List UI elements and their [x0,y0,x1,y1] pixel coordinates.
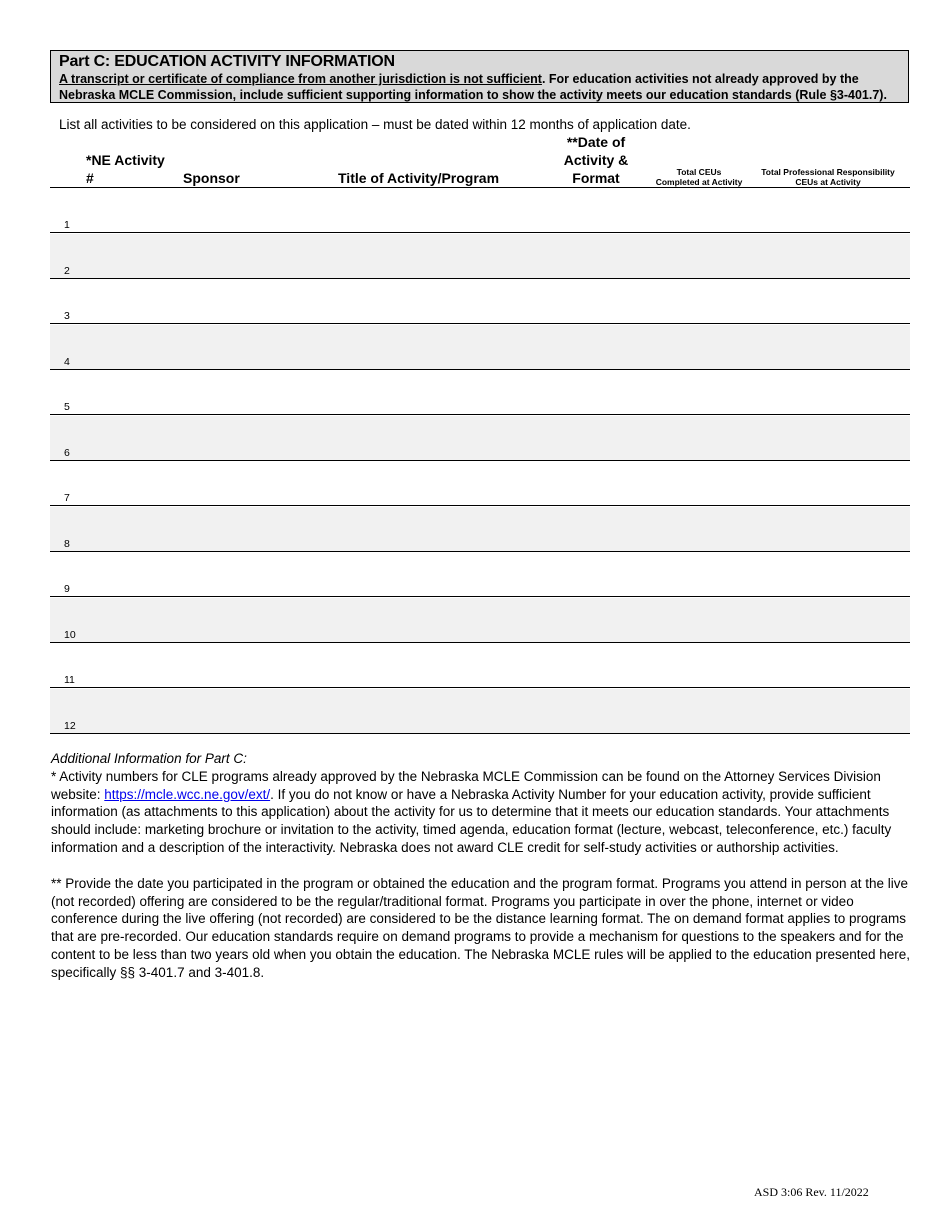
row-number: 6 [64,446,70,459]
form-revision: ASD 3:06 Rev. 11/2022 [754,1185,869,1199]
note-underlined: A transcript or certificate of compliance from another jurisdiction is not sufficient [59,72,542,86]
row-number: 5 [64,401,70,413]
section-note [59,71,900,103]
table-row[interactable] [50,461,910,506]
additional-paragraph-2: ** Provide the date you participated in the program or obtained the education and the program format. Programs you attend in person at the live (not recorded) offering are considered to be the regular/traditional format. Programs you participate in over the phone, internet or video conference during the live offering (not recorded) are considered to be the distance learning format. The on demand format applies to programs that are pre-recorded. Our education standards require on demand programs to provide a mechanism for questions to the speakers and for the content to be less than two years old when you obtain the education. The Nebraska MCLE rules will be applied to the education presented here, specifically §§ 3-401.7 and 3-401.8. [51,875,911,980]
section-title: Part C: EDUCATION ACTIVITY INFORMATION [59,53,395,70]
note-rest: . For education activities not already approved by the Nebraska MCLE Commission, include sufficient supporting information to show the activity meets our education standards (Rule §3-401.7). [59,72,887,102]
col-date-format: **Date of Activity & Format [563,134,629,186]
table-row[interactable] [50,552,910,597]
instruction-text: List all activities to be considered on this application – must be dated within 12 months of application date. [59,117,691,132]
col-total-ceus: Total CEUs Completed at Activity [655,167,743,187]
table-row[interactable] [50,643,910,688]
additional-info [51,750,919,982]
col-activity-number: *NE Activity # [86,152,165,186]
row-number: 11 [64,674,75,686]
table-row[interactable] [50,416,910,461]
table-row[interactable] [50,507,910,552]
row-number: 8 [64,537,70,550]
table-row[interactable] [50,370,910,415]
row-number: 9 [64,583,70,595]
row-number: 3 [64,310,70,322]
table-row[interactable] [50,279,910,324]
col-sponsor: Sponsor [183,170,240,186]
additional-paragraph-1: * Activity numbers for CLE programs already approved by the Nebraska MCLE Commission can be found on the Attorney Services Division website: https://mcle.wcc.ne.gov/ext/. If you do not know or have a Nebraska Activity Number for your education activity, provide sufficient information (as attachments to this application) about the activity for us to determine that it meets our education standards. Your attachments should include: marketing brochure or invitation to the activity, timed agenda, education format (lecture, webcast, teleconference, etc.) faculty information and a description of the interactivity. Nebraska does not award CLE credit for self-study activities or authorship activities. [51,768,892,855]
col-pr-ceus: Total Professional Responsibility CEUs at Activity [761,167,895,187]
row-number: 1 [64,219,70,231]
row-number: 12 [64,719,76,732]
table-row[interactable] [50,188,910,233]
row-number: 4 [64,355,70,368]
col-title: Title of Activity/Program [338,170,500,186]
table-row[interactable] [50,234,910,279]
table-row[interactable] [50,689,910,734]
table-row[interactable] [50,325,910,370]
part-c-header [50,50,909,103]
mcle-link[interactable]: https://mcle.wcc.ne.gov/ext/ [104,786,271,802]
table-row[interactable] [50,598,910,643]
row-number: 10 [64,628,76,641]
row-number: 7 [64,492,70,504]
row-number: 2 [64,264,70,277]
additional-title: Additional Information for Part C: [51,751,247,766]
